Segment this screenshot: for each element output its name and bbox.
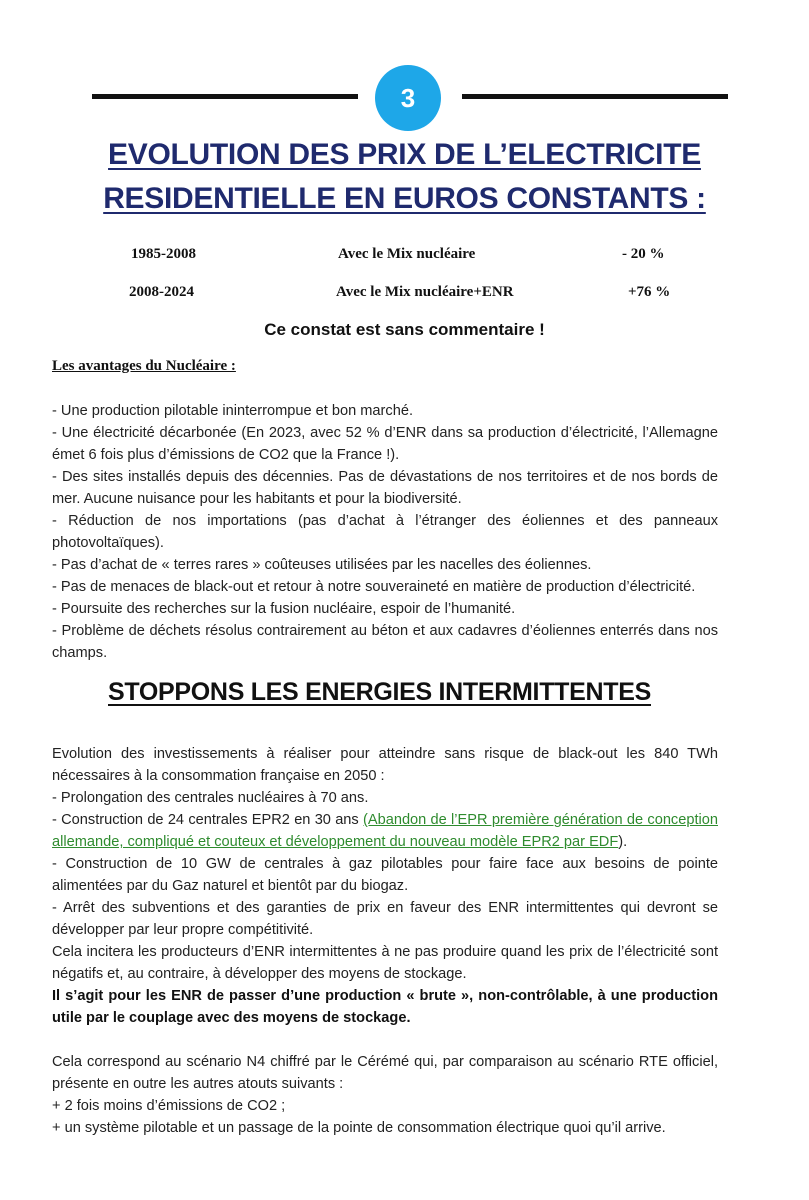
- investment-item: [52, 809, 718, 853]
- advantage-item: - Pas de menaces de black-out et retour à notre souveraineté en matière de production d’électricité.: [52, 579, 696, 595]
- investment-item: - Arrêt des subventions et des garanties de prix en faveur des ENR intermittentes qui devront se développer par leur propre compétitivité.: [52, 900, 718, 938]
- bold-statement: Il s’agit pour les ENR de passer d’une production « brute », non-contrôlable, à une production utile par le couplage avec des moyens de stockage.: [52, 988, 718, 1026]
- price-label-2: Avec le Mix nucléaire+ENR: [336, 284, 514, 300]
- section-title: STOPPONS LES ENERGIES INTERMITTENTES: [108, 678, 651, 706]
- page-number: 3: [400, 82, 416, 113]
- price-label-1: Avec le Mix nucléaire: [338, 246, 476, 262]
- constat-text: Ce constat est sans commentaire !: [264, 320, 545, 339]
- advantages-list: [52, 400, 718, 664]
- advantage-item: - Une électricité décarbonée (En 2023, avec 52 % d’ENR dans sa production d’électricité, l’Allemagne émet 6 fois plus d’émissions de CO2 que la France !).: [52, 425, 718, 463]
- price-period-2: 2008-2024: [129, 284, 194, 300]
- page-title: EVOLUTION DES PRIX DE L’ELECTRICITE RESIDENTIELLE EN EUROS CONSTANTS :: [103, 138, 706, 215]
- investment-item-end: ).: [618, 834, 628, 850]
- epr-link[interactable]: (Abandon de l’EPR première génération de conception allemande, compliqué et couteux et développement du nouveau modèle EPR2 par EDF: [52, 812, 718, 850]
- advantage-item: - Réduction de nos importations (pas d’achat à l’étranger des éoliennes et des panneaux photovoltaïques).: [52, 513, 718, 551]
- advantages-heading: Les avantages du Nucléaire :: [52, 358, 236, 374]
- investment-item: - Prolongation des centrales nucléaires à 70 ans.: [52, 790, 369, 806]
- header-rule-left: [92, 94, 358, 99]
- spacer: [52, 1029, 718, 1051]
- incentive-paragraph: Cela incitera les producteurs d’ENR intermittentes à ne pas produire quand les prix de l’électricité sont négatifs et, au contraire, à développer des moyens de stockage.: [52, 944, 718, 982]
- investment-item: - Construction de 10 GW de centrales à gaz pilotables pour faire face aux besoins de pointe alimentées par du Gaz naturel et bientôt par du biogaz.: [52, 856, 718, 894]
- advantage-item: - Une production pilotable ininterrompue et bon marché.: [52, 403, 413, 419]
- investments-block: [52, 743, 718, 1139]
- atout-item: + 2 fois moins d’émissions de CO2 ;: [52, 1098, 286, 1114]
- page-number-badge: [375, 65, 441, 131]
- investments-intro: Evolution des investissements à réaliser pour atteindre sans risque de black-out les 840 TWh nécessaires à la consommation française en 2050 :: [52, 746, 718, 784]
- advantage-item: - Pas d’achat de « terres rares » coûteuses utilisées par les nacelles des éoliennes.: [52, 557, 592, 573]
- investment-item-text: - Construction de 24 centrales EPR2 en 30 ans: [52, 812, 363, 828]
- price-value-2: +76 %: [628, 284, 671, 300]
- atout-item: + un système pilotable et un passage de la pointe de consommation électrique quoi qu’il arrive.: [52, 1120, 666, 1136]
- advantage-item: - Des sites installés depuis des décennies. Pas de dévastations de nos territoires et de nos bords de mer. Aucune nuisance pour les habitants et pour la biodiversité.: [52, 469, 718, 507]
- price-value-1: - 20 %: [622, 246, 665, 262]
- advantage-item: - Poursuite des recherches sur la fusion nucléaire, espoir de l’humanité.: [52, 601, 516, 617]
- scenario-paragraph: Cela correspond au scénario N4 chiffré par le Cérémé qui, par comparaison au scénario RTE officiel, présente en outre les autres atouts suivants :: [52, 1054, 718, 1092]
- price-period-1: 1985-2008: [131, 246, 196, 262]
- header-rule-right: [462, 94, 728, 99]
- advantage-item: - Problème de déchets résolus contrairement au béton et aux cadavres d’éoliennes enterrés dans nos champs.: [52, 623, 718, 661]
